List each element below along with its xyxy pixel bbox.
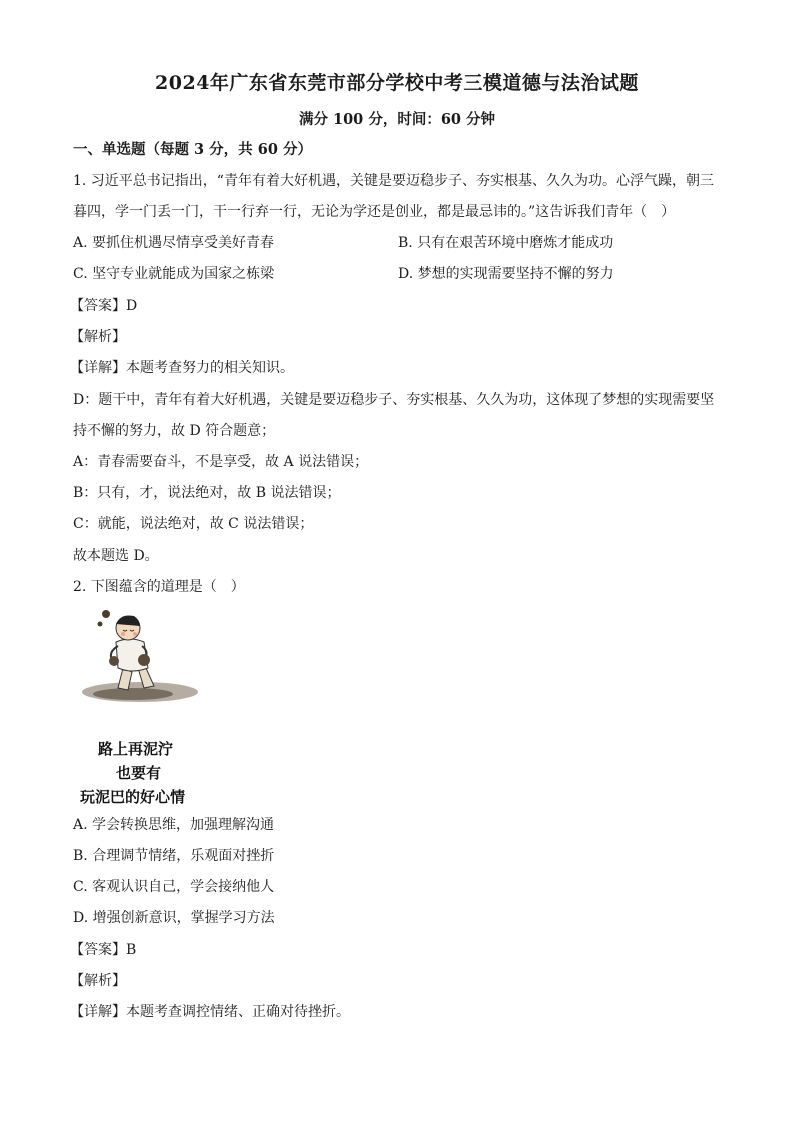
caption-line-1: 路上再泥泞: [98, 740, 174, 758]
q1-detail: 【详解】本题考查努力的相关知识。: [70, 360, 294, 376]
q1-option-c: C. 坚守专业就能成为国家之栋梁: [73, 266, 275, 282]
q2-option-c: C. 客观认识自己，学会接纳他人: [73, 879, 275, 895]
mud-boy-illustration: [78, 608, 208, 808]
q2-answer: 【答案】B: [70, 942, 137, 958]
q2-detail: 【详解】本题考查调控情绪、正确对待挫折。: [70, 1004, 350, 1020]
section-heading: 一、单选题（每题 3 分，共 60 分）: [73, 141, 312, 158]
q1-option-a: A. 要抓住机遇尽情享受美好青春: [73, 235, 275, 251]
q1-analysis-label: 【解析】: [70, 329, 126, 345]
q1-explain-b: B：只有，才，说法绝对，故 B 说法错误；: [73, 485, 341, 501]
q2-stem: 2. 下图蕴含的道理是（ ）: [73, 579, 245, 595]
q2-analysis-label: 【解析】: [70, 973, 126, 989]
q1-option-b: B. 只有在艰苦环境中磨炼才能成功: [398, 235, 614, 251]
exam-info: 满分 100 分，时间：60 分钟: [298, 111, 496, 128]
q1-explain-line1: D：题干中，青年有着大好机遇，关键是要迈稳步子、夯实根基、久久为功，这体现了梦想的实现需要坚: [73, 392, 715, 408]
q1-explain-a: A：青春需要奋斗，不是享受，故 A 说法错误；: [73, 454, 369, 470]
q2-option-a: A. 学会转换思维，加强理解沟通: [73, 817, 275, 833]
q1-explain-line2: 持不懈的努力，故 D 符合题意；: [73, 423, 276, 439]
q1-explain-c: C：就能，说法绝对，故 C 说法错误；: [73, 516, 314, 532]
q2-option-b: B. 合理调节情绪，乐观面对挫折: [73, 848, 275, 864]
q1-conclusion: 故本题选 D。: [73, 548, 159, 564]
q1-answer: 【答案】D: [70, 298, 138, 314]
page-title: 2024年广东省东莞市部分学校中考三模道德与法治试题: [155, 72, 639, 94]
q1-stem-line2: 暮四，学一门丢一门，干一行弃一行，无论为学还是创业，都是最忌讳的。”这告诉我们青年（ ）: [73, 204, 676, 220]
q2-option-d: D. 增强创新意识，掌握学习方法: [73, 910, 275, 926]
caption-line-3: 玩泥巴的好心情: [80, 788, 186, 806]
caption-line-2: 也要有: [116, 764, 162, 782]
q1-stem-line1: 1. 习近平总书记指出，“青年有着大好机遇，关键是要迈稳步子、夯实根基、久久为功。心浮气躁，朝三: [73, 173, 714, 189]
q1-option-d: D. 梦想的实现需要坚持不懈的努力: [398, 266, 614, 282]
